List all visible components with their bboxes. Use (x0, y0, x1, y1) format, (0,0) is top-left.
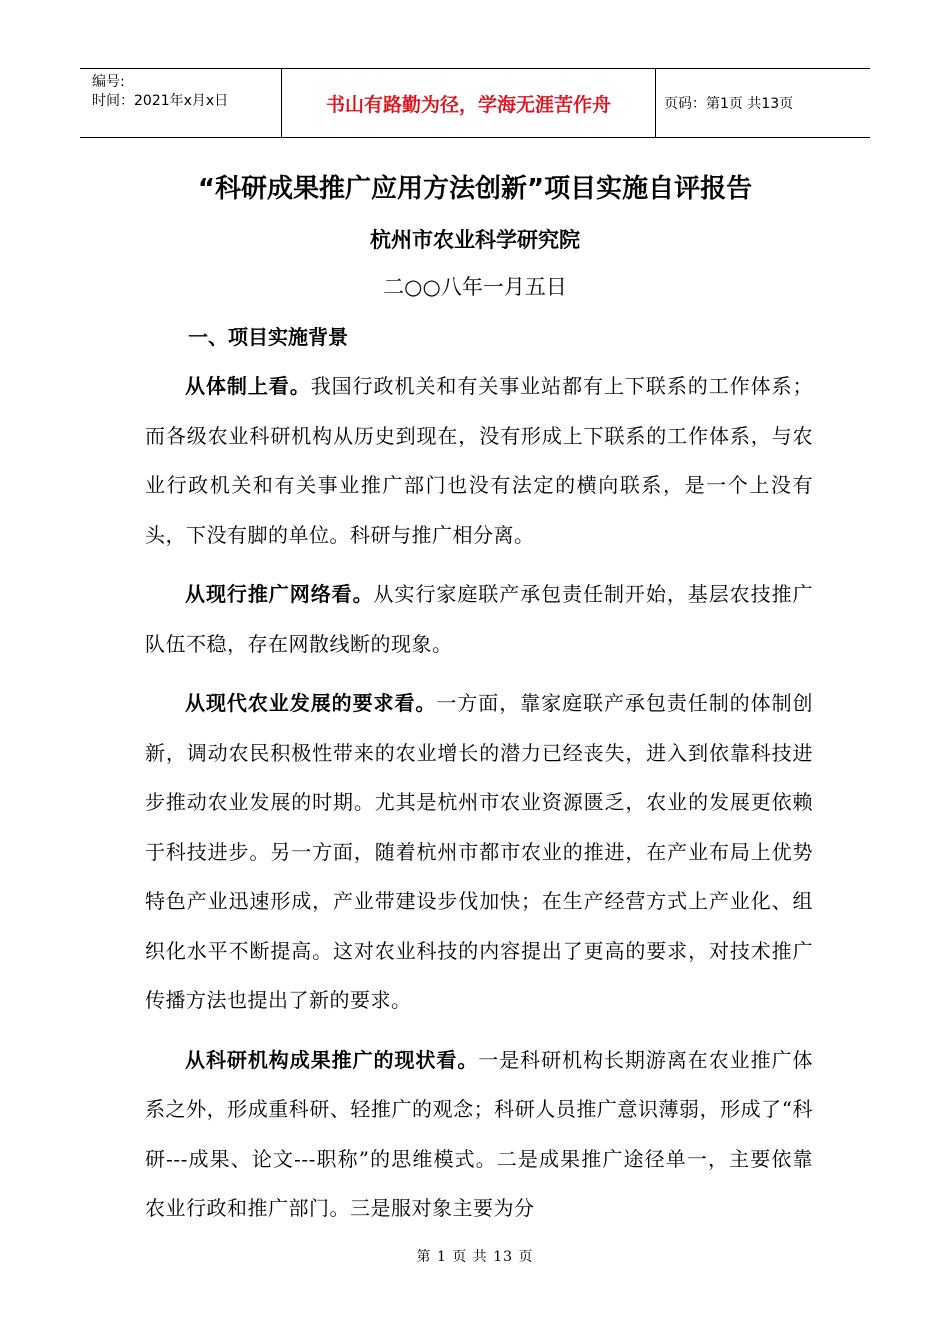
paragraph-text: 一方面，靠家庭联产承包责任制的体制创新，调动农民积极性带来的农业增长的潜力已经丧失，进入到依靠科技进步推动农业发展的时期。尤其是杭州市农业资源匮乏，农业的发展更依赖于科技进步。另一方面，随着杭州市都市农业的推进，在产业布局上优势特色产业迅速形成，产业带建设步伐加快；在生产经营方式上产业化、组织化水平不断提高。这对农业科技的内容提出了更高的要求，对技术推广传播方法也提出了新的要求。 (145, 691, 814, 1012)
paragraph-lead: 从现行推广网络看。 (185, 582, 374, 606)
organization: 杭州市农业科学研究院 (370, 228, 580, 252)
body-text (145, 362, 813, 1244)
paragraph (145, 1036, 813, 1234)
paragraph-lead: 从科研机构成果推广的现状看。 (185, 1047, 479, 1072)
paragraph (145, 362, 813, 560)
document-header (80, 68, 870, 138)
motto: 书山有路勤为径，学海无涯苦作舟 (282, 69, 656, 137)
time-label: 时间：2021年x月x日 (92, 93, 229, 109)
paragraph-lead: 从体制上看。 (185, 374, 311, 398)
paragraph (145, 570, 813, 669)
page-footer: 第 1 页 共 13 页 (416, 1249, 534, 1265)
paragraph-text: 我国行政机关和有关事业站都有上下联系的工作体系；而各级农业科研机构从历史到现在，没有形成上下联系的工作体系，与农业行政机关和有关事业推广部门也没有法定的横向联系，是一个上没有头，下没有脚的单位。科研与推广相分离。 (145, 374, 814, 547)
paragraph-text: 一是科研机构长期游离在农业推广体系之外，形成重科研、轻推广的观念；科研人员推广意识薄弱，形成了“科研---成果、论文---职称”的思维模式。二是成果推广途径单一，主要依靠农业行政和推广部门。三是服对象主要为分 (145, 1047, 814, 1220)
page-code: 页码：第1页 共13页 (664, 96, 794, 112)
number-label: 编号: (92, 74, 125, 90)
paragraph-lead: 从现代农业发展的要求看。 (185, 691, 437, 715)
section-heading: 一、项目实施背景 (188, 325, 348, 349)
document-date: 二○○八年一月五日 (383, 275, 567, 299)
paragraph-text: 从实行家庭联产承包责任制开始，基层农技推广队伍不稳，存在网散线断的现象。 (145, 582, 814, 656)
paragraph (145, 679, 813, 1026)
header-meta (80, 69, 282, 137)
document-title: “科研成果推广应用方法创新”项目实施自评报告 (197, 174, 753, 204)
